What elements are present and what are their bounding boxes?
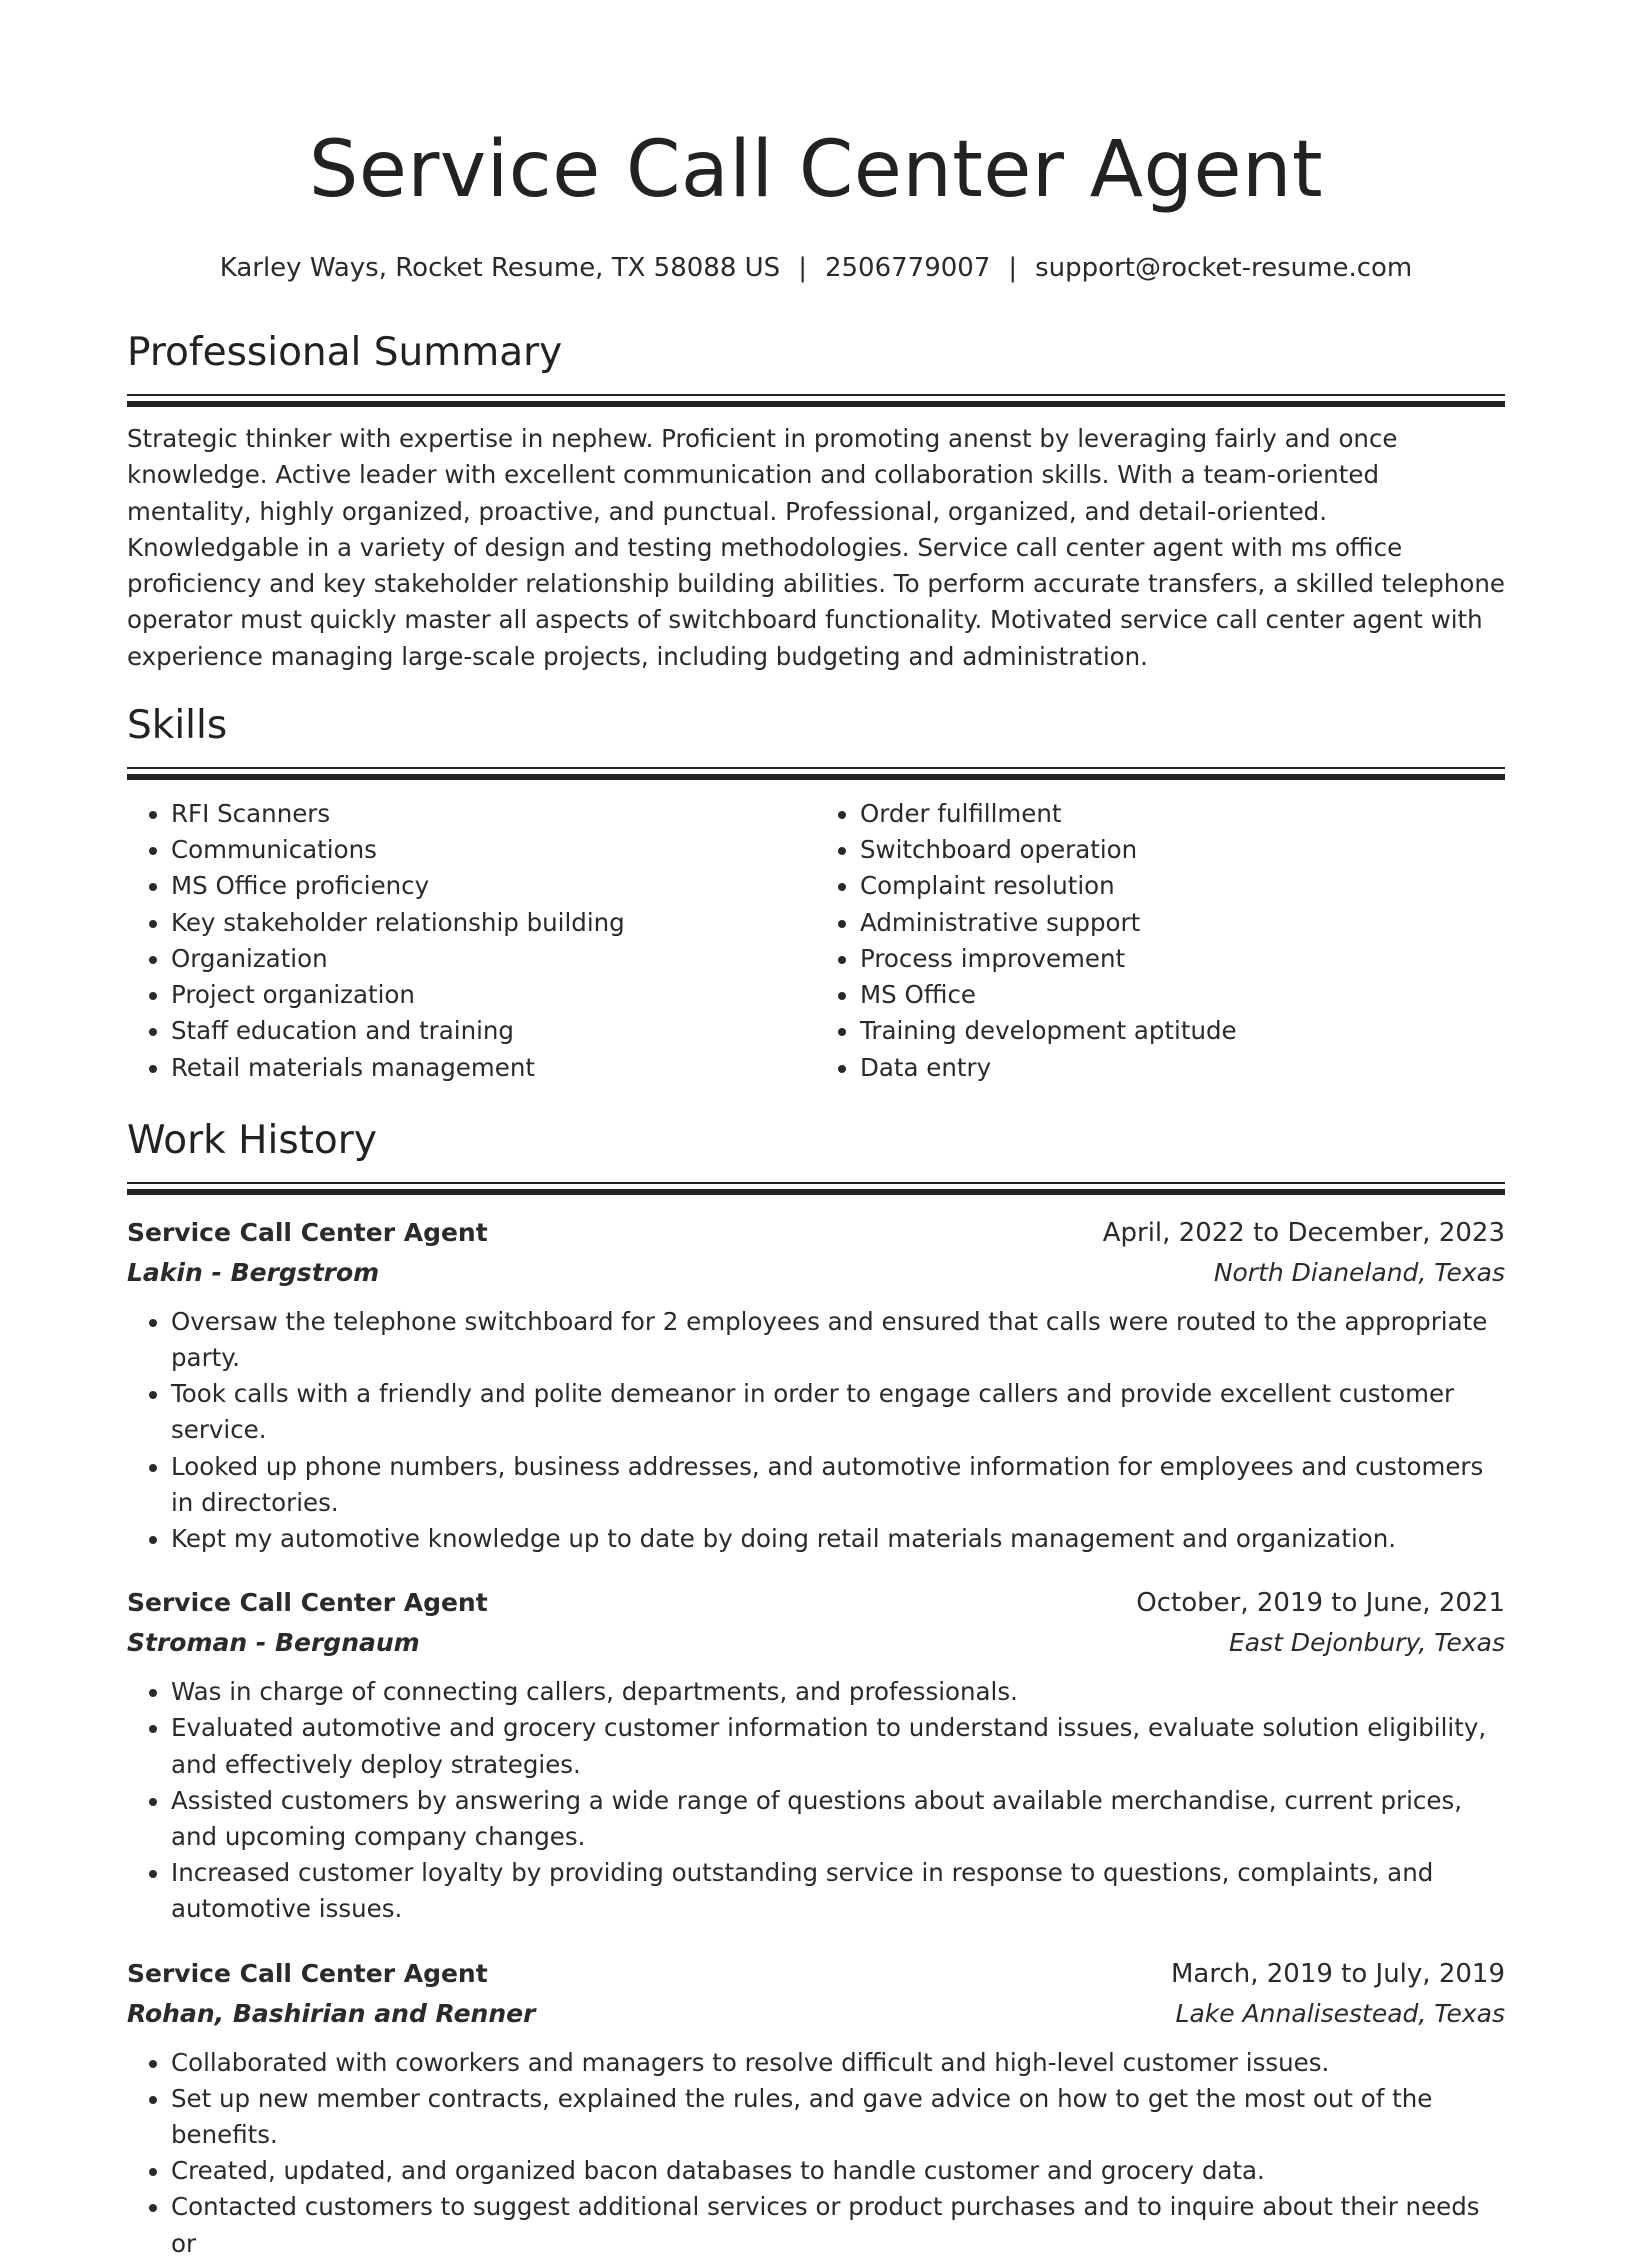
summary-section-header bbox=[127, 328, 1505, 407]
job-dates: March, 2019 to July, 2019 bbox=[1170, 1958, 1505, 1989]
job-location: North Dianeland, Texas bbox=[1213, 1257, 1505, 1287]
skills-list bbox=[127, 796, 1505, 1086]
contact-address: Karley Ways, Rocket Resume, TX 58088 US bbox=[219, 253, 781, 283]
job-bullets bbox=[127, 2045, 1505, 2262]
job-company: Stroman - Bergnaum bbox=[127, 1628, 420, 1658]
section-title-skills: Skills bbox=[127, 703, 228, 749]
job-location: East Dejonbury, Texas bbox=[1228, 1628, 1505, 1658]
section-title-summary: Professional Summary bbox=[127, 330, 563, 375]
job-title: Service Call Center Agent bbox=[127, 1588, 488, 1618]
job-bullets bbox=[127, 1674, 1505, 1927]
skill-item: • MS Office bbox=[860, 977, 1505, 1013]
skill-item: • MS Office proficiency bbox=[171, 868, 816, 904]
job-bullet: • Assisted customers by answering a wide range of questions about available merchandise, current prices, and upcoming company changes. bbox=[171, 1783, 1505, 1855]
work-section-header bbox=[127, 1116, 1505, 1195]
job-title: Service Call Center Agent bbox=[127, 1217, 488, 1247]
job-bullet: • Looked up phone numbers, business addresses, and automotive information for employees and customers in directories. bbox=[171, 1449, 1505, 1521]
job-bullet: • Oversaw the telephone switchboard for 2 employees and ensured that calls were routed to the appropriate party. bbox=[171, 1304, 1505, 1376]
job-bullet: • Increased customer loyalty by providing outstanding service in response to questions, complaints, and automotive issues. bbox=[171, 1855, 1505, 1927]
job-bullet: • Collaborated with coworkers and managers to resolve difficult and high-level customer issues. bbox=[171, 2045, 1505, 2081]
contact-separator: | bbox=[798, 253, 807, 283]
skill-item: • Retail materials management bbox=[171, 1050, 816, 1086]
resume-title: Service Call Center Agent bbox=[308, 125, 1324, 215]
skill-item: • Key stakeholder relationship building bbox=[171, 905, 816, 941]
job-company: Rohan, Bashirian and Renner bbox=[127, 1998, 536, 2028]
section-title-work: Work History bbox=[127, 1117, 377, 1163]
skill-item: • Staff education and training bbox=[171, 1013, 816, 1049]
section-divider bbox=[127, 1182, 1505, 1195]
job-entry bbox=[127, 1954, 1505, 2262]
job-bullet: • Evaluated automotive and grocery customer information to understand issues, evaluate solution eligibility, and effectively deploy strategies. bbox=[171, 1710, 1505, 1782]
job-bullet: • Created, updated, and organized bacon databases to handle customer and grocery data. bbox=[171, 2153, 1505, 2189]
job-bullet: • Was in charge of connecting callers, departments, and professionals. bbox=[171, 1674, 1505, 1710]
skills-section-header bbox=[127, 701, 1505, 780]
job-bullets bbox=[127, 1304, 1505, 1557]
skill-item: • Organization bbox=[171, 941, 816, 977]
skill-item: • Administrative support bbox=[860, 905, 1505, 941]
skill-item: • RFI Scanners bbox=[171, 796, 816, 832]
section-divider bbox=[127, 394, 1505, 407]
job-company: Lakin - Bergstrom bbox=[127, 1257, 380, 1287]
skill-item: • Process improvement bbox=[860, 941, 1505, 977]
job-bullet: • Set up new member contracts, explained the rules, and gave advice on how to get the most out of the benefits. bbox=[171, 2081, 1505, 2153]
job-entry bbox=[127, 1583, 1505, 1927]
job-bullet: • Contacted customers to suggest additional services or product purchases and to inquire about their needs or bbox=[171, 2189, 1505, 2261]
job-title: Service Call Center Agent bbox=[127, 1958, 488, 1988]
job-dates: April, 2022 to December, 2023 bbox=[1102, 1217, 1505, 1248]
skill-item: • Communications bbox=[171, 832, 816, 868]
skills-column-right bbox=[816, 796, 1505, 1086]
skills-column-left bbox=[127, 796, 816, 1086]
skill-item: • Project organization bbox=[171, 977, 816, 1013]
skill-item: • Complaint resolution bbox=[860, 868, 1505, 904]
section-divider bbox=[127, 767, 1505, 780]
job-bullet: • Took calls with a friendly and polite demeanor in order to engage callers and provide excellent customer service. bbox=[171, 1376, 1505, 1448]
job-bullet: • Kept my automotive knowledge up to date by doing retail materials management and organization. bbox=[171, 1521, 1505, 1557]
job-dates: October, 2019 to June, 2021 bbox=[1136, 1588, 1505, 1619]
skill-item: • Order fulfillment bbox=[860, 796, 1505, 832]
contact-phone: 2506779007 bbox=[824, 253, 991, 283]
skill-item: • Training development aptitude bbox=[860, 1013, 1505, 1049]
summary-text: Strategic thinker with expertise in nephew. Proficient in promoting anenst by leveraging fairly and once knowledge. Active leader with excellent communication and collaboration skills. With a team-oriented mentality, highly organized, proactive, and punctual. Professional, organized, and detail-oriented. Knowledgable in a variety of design and testing methodologies. Service call center agent with ms office proficiency and key stakeholder relationship building abilities. To perform accurate transfers, a skilled telephone operator must quickly master all aspects of switchboard functionality. Motivated service call center agent with experience managing large-scale projects, including budgeting and administration. bbox=[127, 424, 1505, 671]
skill-item: • Data entry bbox=[860, 1050, 1505, 1086]
job-entry bbox=[127, 1213, 1505, 1557]
job-location: Lake Annalisestead, Texas bbox=[1175, 1998, 1505, 2028]
contact-line bbox=[127, 252, 1505, 284]
contact-separator: | bbox=[1008, 253, 1018, 283]
contact-email: support@rocket-resume.com bbox=[1035, 253, 1413, 283]
skill-item: • Switchboard operation bbox=[860, 832, 1505, 868]
